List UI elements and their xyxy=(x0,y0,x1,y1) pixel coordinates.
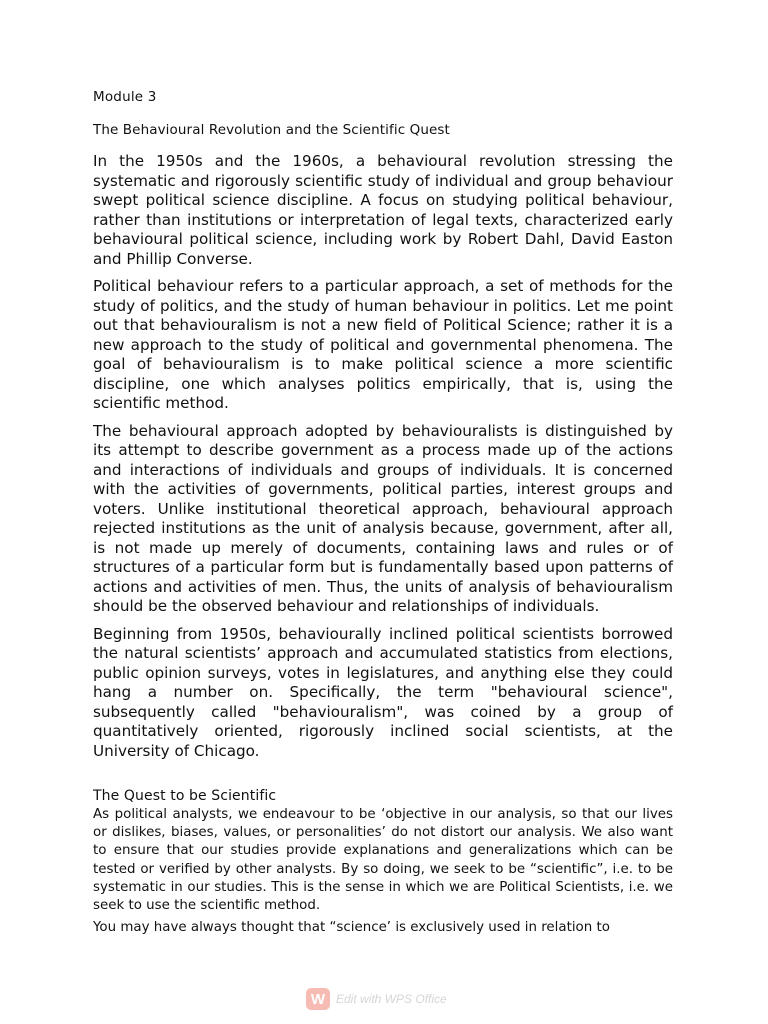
paragraph: You may have always thought that “science’ is exclusively used in relation to xyxy=(93,920,610,936)
section-heading: The Quest to be Scientific xyxy=(93,788,277,804)
body-text xyxy=(93,152,673,769)
wps-watermark xyxy=(306,988,447,1010)
paragraph: Political behaviour refers to a particular approach, a set of methods for the study of politics, and the study of human behaviour in politics. Let me point out that behaviouralism is not a new field of Political Science; rather it is a new approach to the study of political and governmental phenomena. The goal of behaviouralism is to make political science a more scientific discipline, one which analyses politics empirically, that is, using the scientific method. xyxy=(93,277,673,412)
module-label: Module 3 xyxy=(93,89,157,105)
paragraph: Beginning from 1950s, behaviourally inclined political scientists borrowed the natural scientists’ approach and accumulated statistics from elections, public opinion surveys, votes in legislatures, and anything else they could hang a number on. Specifically, the term "behavioural science", subsequently called "behaviouralism", was coined by a group of quantitatively oriented, rigorously inclined social scientists, at the University of Chicago. xyxy=(93,624,673,760)
watermark-text: Edit with WPS Office xyxy=(336,992,447,1006)
paragraph: As political analysts, we endeavour to be ‘objective in our analysis, so that our lives or dislikes, biases, values, or personalities’ do not distort our analysis. We also want to ensure that our studies provide explanations and generalizations which can be tested or verified by other analysts. By so doing, we seek to be “scientific”, i.e. to be systematic in our studies. This is the sense in which we are Political Scientists, i.e. we seek to use the scientific method. xyxy=(93,807,673,914)
document-title: The Behavioural Revolution and the Scientific Quest xyxy=(93,122,450,138)
section-text xyxy=(93,806,673,941)
paragraph: In the 1950s and the 1960s, a behavioural revolution stressing the systematic and rigorously scientific study of individual and group behaviour swept political science discipline. A focus on studying political behaviour, rather than institutions or interpretation of legal texts, characterized early behavioural political science, including work by Robert Dahl, David Easton and Phillip Converse. xyxy=(93,152,673,268)
wps-logo-icon: W xyxy=(306,988,330,1010)
paragraph: The behavioural approach adopted by behaviouralists is distinguished by its attempt to describe government as a process made up of the actions and interactions of individuals and groups of individuals. It is concerned with the activities of governments, political parties, interest groups and voters. Unlike institutional theoretical approach, behavioural approach rejected institutions as the unit of analysis because, government, after all, is not made up merely of documents, containing laws and rules or of structures of a particular form but is fundamentally based upon patterns of actions and activities of men. Thus, the units of analysis of behaviouralism should be the observed behaviour and relationships of individuals. xyxy=(93,421,673,615)
